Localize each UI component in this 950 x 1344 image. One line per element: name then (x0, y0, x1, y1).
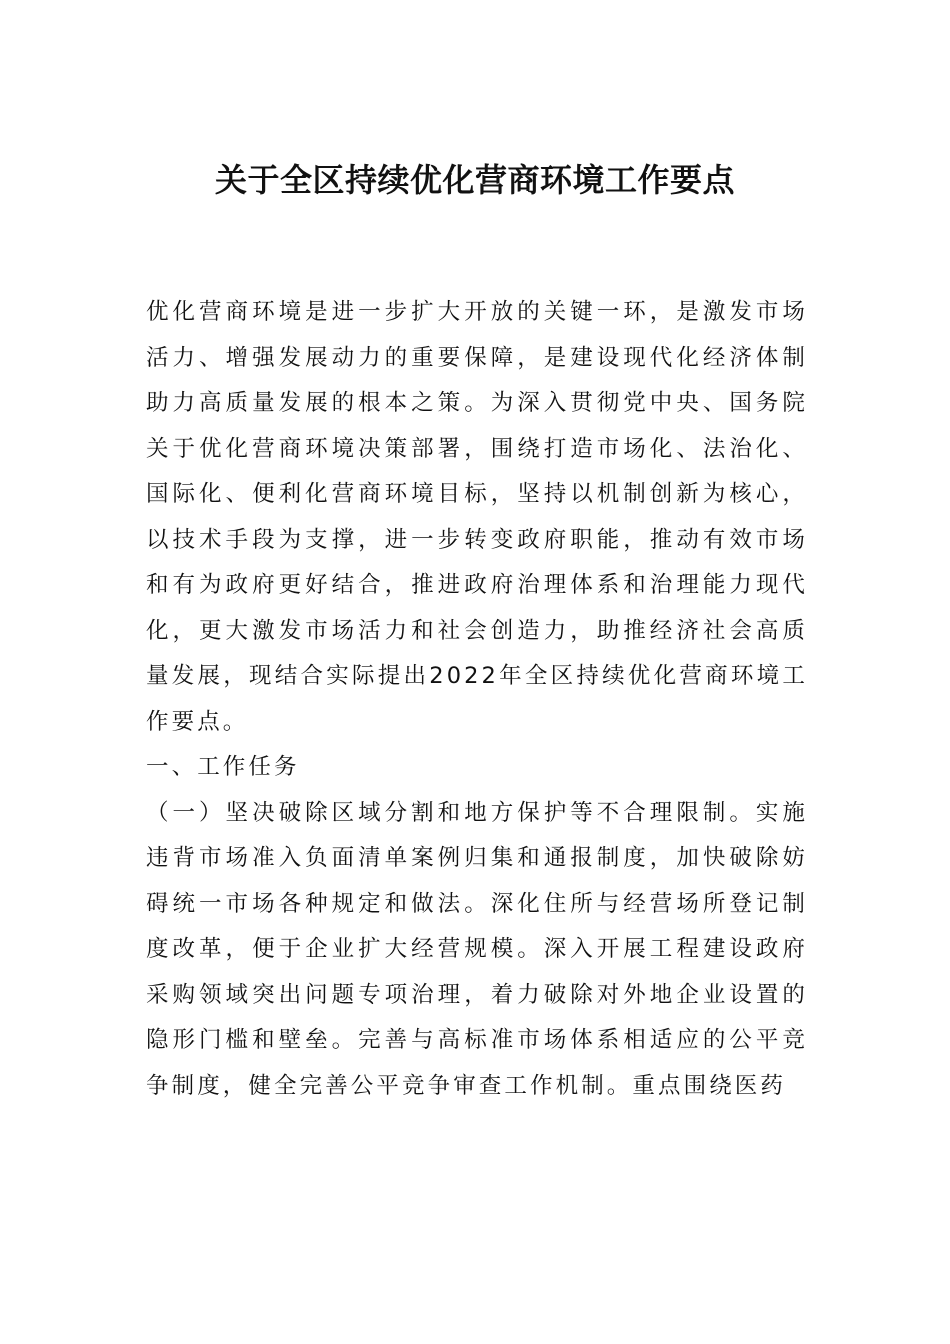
section-heading: 一、工作任务 (146, 754, 300, 780)
intro-paragraph: 优化营商环境是进一步扩大开放的关键一环，是激发市场活力、增强发展动力的重要保障，是建设现代化经济体制助力高质量发展的根本之策。为深入贯彻党中央、国务院关于优化营商环境决策部署，围绕打造市场化、法治化、国际化、便利化营商环境目标，坚持以机制创新为核心，以技术手段为支撑，进一步转变政府职能，推动有效市场和有为政府更好结合，推进政府治理体系和治理能力现代化，更大激发市场活力和社会创造力，助推经济社会高质量发展，现结合实际提出2022年全区持续优化营商环境工作要点。 (146, 299, 808, 735)
document-title: 关于全区持续优化营商环境工作要点 (214, 161, 735, 199)
task-item-1-paragraph: （一）坚决破除区域分割和地方保护等不合理限制。实施违背市场准入负面清单案例归集和通报制度，加快破除妨碍统一市场各种规定和做法。深化住所与经营场所登记制度改革，便于企业扩大经营规模。深入开展工程建设政府采购领域突出问题专项治理，着力破除对外地企业设置的隐形门槛和壁垒。完善与高标准市场体系相适应的公平竞争制度，健全完善公平竞争审查工作机制。重点围绕医药 (146, 799, 808, 1099)
document-body (146, 290, 808, 1109)
